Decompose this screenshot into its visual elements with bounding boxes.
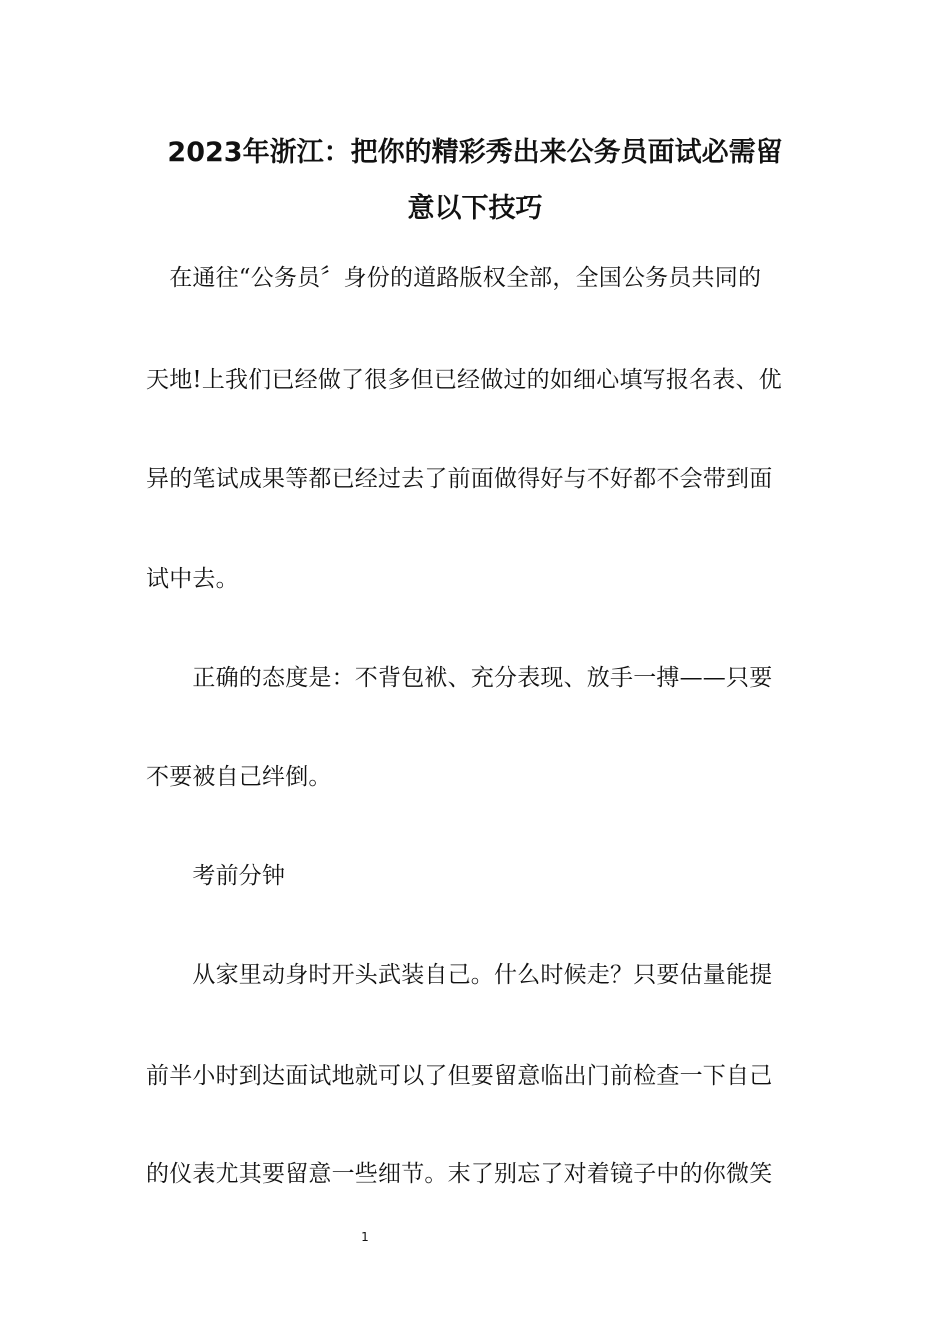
body-line: 从家里动身时开头武装自己。什么时候走？只要估量能提 (146, 962, 773, 988)
body-line: 在通往“公务员〞身份的道路版权全部，全国公务员共同的 (146, 265, 762, 291)
page-number: 1 (361, 1230, 369, 1244)
body-line: 前半小时到达面试地就可以了但要留意临出门前检查一下自己 (146, 1063, 773, 1089)
section-heading: 考前分钟 (146, 863, 286, 889)
body-line: 异的笔试成果等都已经过去了前面做得好与不好都不会带到面 (146, 466, 773, 492)
body-line: 试中去。 (146, 566, 239, 592)
body-line: 天地!上我们已经做了很多但已经做过的如细心填写报名表、优 (146, 367, 782, 393)
document-title-line-1: 2023年浙江：把你的精彩秀出来公务员面试必需留 (167, 137, 783, 168)
document-title-line-2: 意以下技巧 (407, 193, 543, 224)
body-line: 正确的态度是：不背包袱、充分表现、放手一搏——只要 (146, 665, 773, 691)
body-line: 的仪表尤其要留意一些细节。末了别忘了对着镜子中的你微笑 (146, 1161, 773, 1187)
body-line: 不要被自己绊倒。 (146, 764, 332, 790)
